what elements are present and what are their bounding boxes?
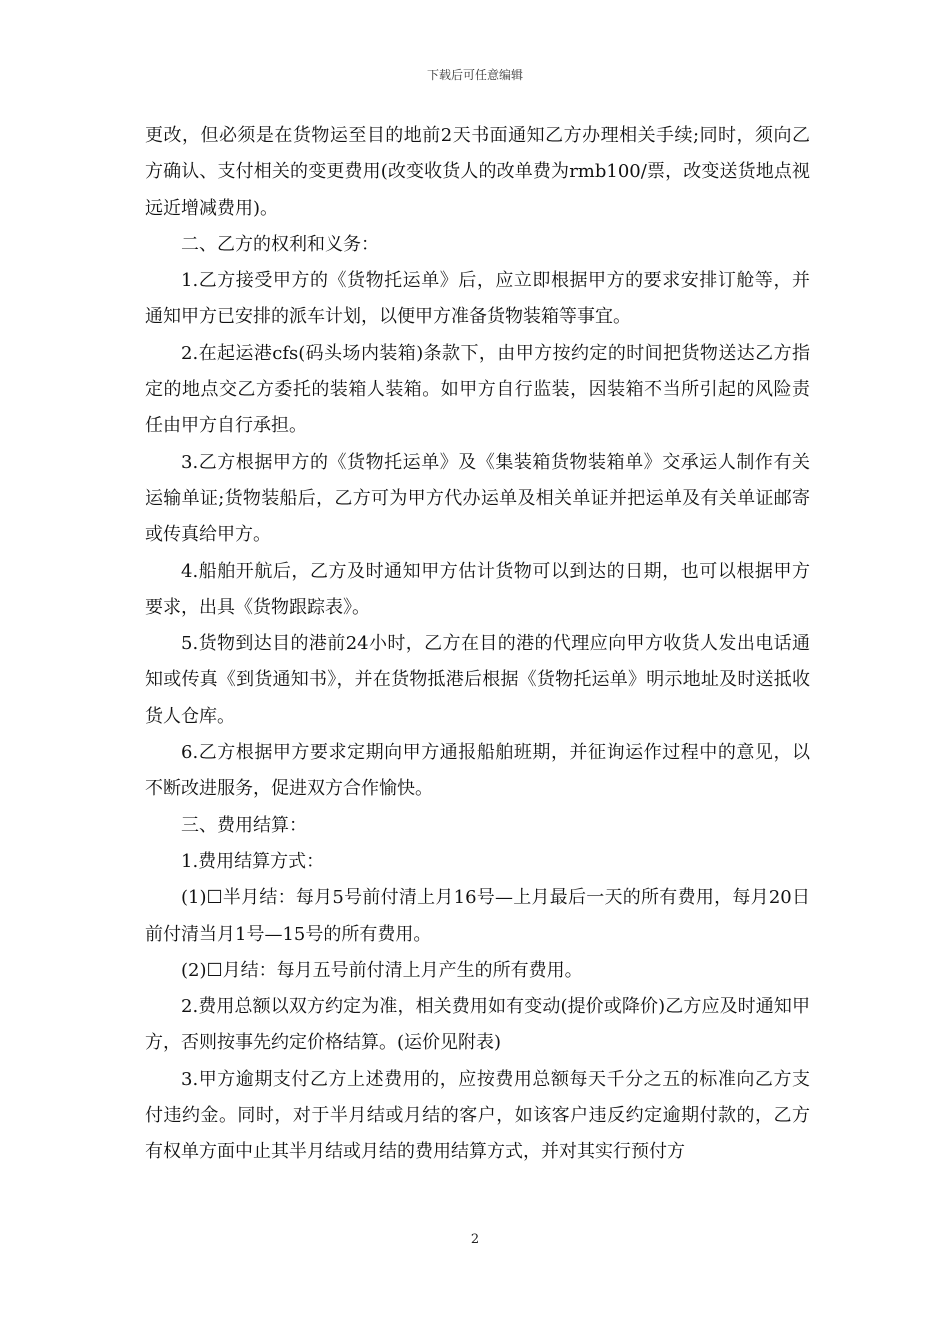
section-heading: 二、乙方的权利和义务： bbox=[181, 233, 379, 255]
document-body bbox=[145, 118, 810, 1171]
paragraph: 更改，但必须是在货物运至目的地前2天书面通知乙方办理相关手续;同时，须向乙方确认、支付相关的变更费用(改变收货人的改单费为rmb100/票，改变送货地点视远近增减费用)。 bbox=[145, 125, 810, 219]
paragraph: 1.费用结算方式： bbox=[181, 850, 325, 872]
paragraph: 4.船舶开航后，乙方及时通知甲方估计货物可以到达的日期，也可以根据甲方要求，出具《货物跟踪表》。 bbox=[145, 560, 810, 618]
paragraph: 3.乙方根据甲方的《货物托运单》及《集装箱货物装箱单》交承运人制作有关运输单证;货物装船后，乙方可为甲方代办运单及相关单证并把运单及有关单证邮寄或传真给甲方。 bbox=[145, 451, 810, 546]
page-number: 2 bbox=[470, 1232, 480, 1247]
paragraph: 3.甲方逾期支付乙方上述费用的，应按费用总额每天千分之五的标准向乙方支付违约金。同时，对于半月结或月结的客户，如该客户违反约定逾期付款的，乙方有权单方面中止其半月结或月结的费用结算方式，并对其实行预付方 bbox=[145, 1068, 810, 1163]
paragraph: 6.乙方根据甲方要求定期向甲方通报船舶班期，并征询运作过程中的意见，以不断改进服务，促进双方合作愉快。 bbox=[145, 742, 810, 800]
section-heading: 三、费用结算： bbox=[181, 814, 307, 836]
paragraph: (2)☐月结：每月五号前付清上月产生的所有费用。 bbox=[181, 959, 583, 981]
paragraph: 2.费用总额以双方约定为准，相关费用如有变动(提价或降价)乙方应及时通知甲方，否则按事先约定价格结算。(运价见附表) bbox=[145, 996, 810, 1054]
paragraph: 1.乙方接受甲方的《货物托运单》后，应立即根据甲方的要求安排订舱等，并通知甲方已安排的派车计划，以便甲方准备货物装箱等事宜。 bbox=[145, 270, 810, 328]
paragraph: (1)☐半月结：每月5号前付清上月16号—上月最后一天的所有费用，每月20日前付清当月1号—15号的所有费用。 bbox=[145, 887, 810, 945]
paragraph: 2.在起运港cfs(码头场内装箱)条款下，由甲方按约定的时间把货物送达乙方指定的地点交乙方委托的装箱人装箱。如甲方自行监装，因装箱不当所引起的风险责任由甲方自行承担。 bbox=[145, 342, 810, 437]
paragraph: 5.货物到达目的港前24小时，乙方在目的港的代理应向甲方收货人发出电话通知或传真《到货通知书》，并在货物抵港后根据《货物托运单》明示地址及时送抵收货人仓库。 bbox=[145, 633, 810, 727]
header-note: 下载后可任意编辑 bbox=[426, 68, 523, 82]
